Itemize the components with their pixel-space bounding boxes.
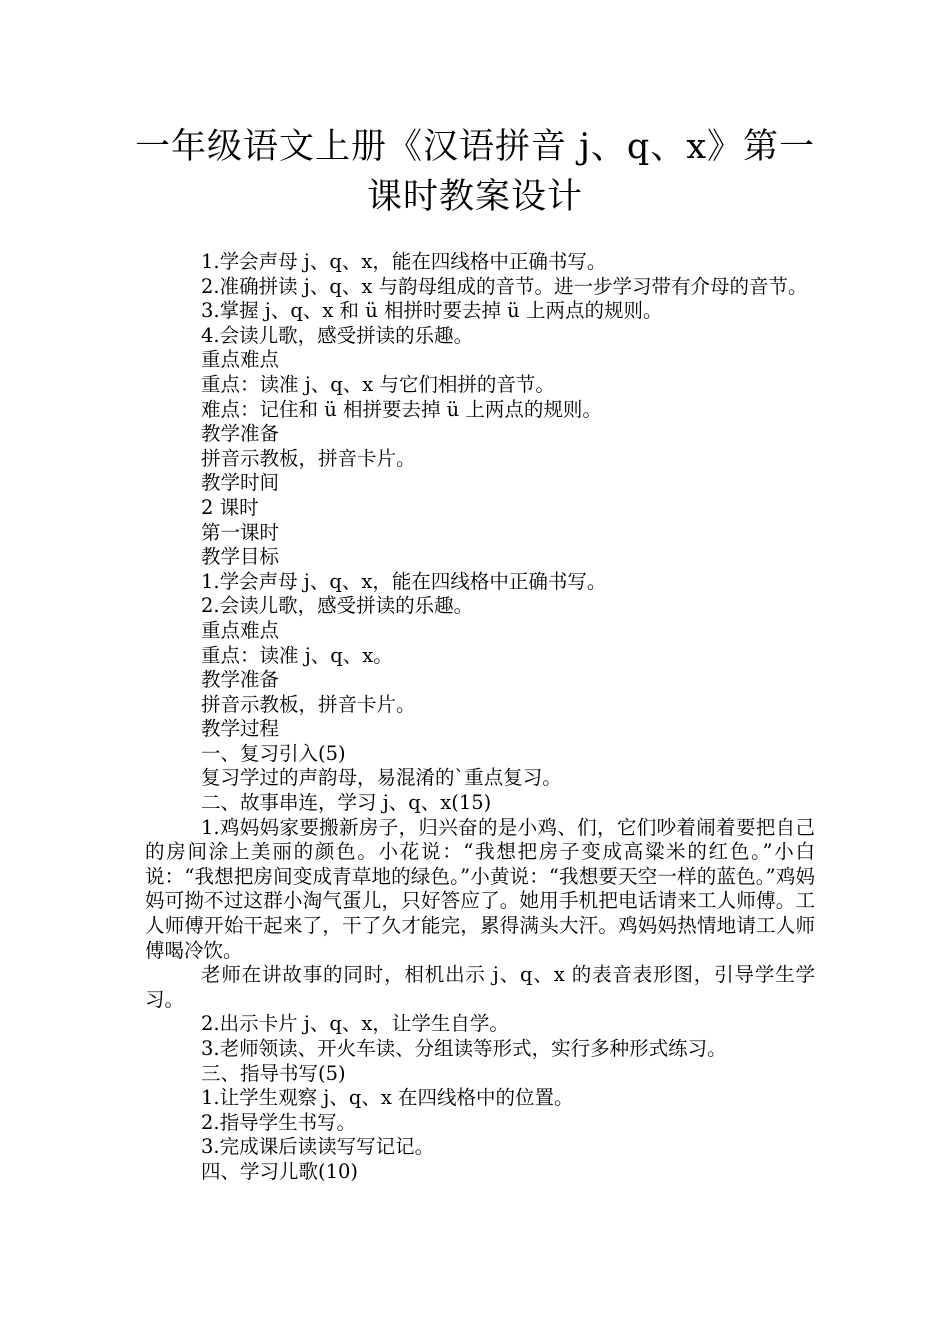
paragraph: 2.会读儿歌，感受拼读的乐趣。 — [201, 594, 474, 618]
paragraph: 1.鸡妈妈家要搬新房子，归兴奋的是小鸡、们，它们吵着闹着要把自己的房间涂上美丽的颜色。小花说：“我想把房子变成高粱米的红色。”小白说：“我想把房间变成青草地的绿色。”小黄说：“我想要天空一样的蓝色。”鸡妈妈可拗不过这群小淘气蛋儿，只好答应了。她用手机把电话请来工人师傅。工人师傅开始干起来了，干了久才能完，累得满头大汗。鸡妈妈热情地请工人师傅喝冷饮。 — [145, 815, 815, 962]
paragraph: 拼音示教板，拼音卡片。 — [201, 692, 416, 716]
paragraph: 教学时间 — [201, 471, 280, 495]
paragraph: 复习学过的声韵母，易混淆的`重点复习。 — [201, 766, 562, 790]
paragraph: 2.准确拼读 j、q、x 与韵母组成的音节。进一步学习带有介母的音节。 — [201, 274, 808, 298]
paragraph: 1.学会声母 j、q、x，能在四线格中正确书写。 — [201, 250, 607, 273]
paragraph: 老师在讲故事的同时，相机出示 j、q、x 的表音表形图，引导学生学习。 — [145, 963, 815, 1011]
paragraph: 重点难点 — [201, 618, 280, 642]
paragraph: 3.完成课后读读写写记记。 — [201, 1135, 435, 1159]
paragraph: 重点难点 — [201, 348, 280, 372]
title-line-2: 课时教案设计 — [366, 177, 583, 217]
paragraph: 3.老师领读、开火车读、分组读等形式，实行多种形式练习。 — [201, 1037, 727, 1060]
paragraph: 重点：读准 j、q、x。 — [201, 643, 393, 667]
paragraph: 教学准备 — [201, 668, 280, 692]
paragraph: 3.掌握 j、q、x 和 ü 相拼时要去掉 ü 上两点的规则。 — [201, 299, 663, 323]
paragraph: 1.让学生观察 j、q、x 在四线格中的位置。 — [201, 1086, 574, 1110]
paragraph: 2.出示卡片 j、q、x，让学生自学。 — [201, 1012, 509, 1036]
document-title — [130, 122, 820, 222]
paragraph: 四、学习儿歌(10) — [201, 1159, 359, 1183]
paragraph: 教学准备 — [201, 422, 280, 446]
paragraph: 第一课时 — [201, 520, 280, 544]
paragraph: 2.指导学生书写。 — [201, 1110, 357, 1134]
paragraph: 1.学会声母 j、q、x，能在四线格中正确书写。 — [201, 569, 607, 593]
paragraph: 二、故事串连，学习 j、q、x(15) — [201, 791, 492, 815]
paragraph: 拼音示教板，拼音卡片。 — [201, 446, 416, 470]
paragraph: 难点：记住和 ü 相拼要去掉 ü 上两点的规则。 — [201, 397, 602, 421]
paragraph: 教学目标 — [201, 545, 280, 569]
paragraph: 三、指导书写(5) — [201, 1061, 346, 1085]
paragraph: 4.会读儿歌，感受拼读的乐趣。 — [201, 323, 474, 347]
paragraph: 教学过程 — [201, 717, 280, 741]
document-body — [145, 250, 815, 1185]
paragraph: 2 课时 — [201, 495, 259, 519]
paragraph: 一、复习引入(5) — [201, 741, 346, 765]
paragraph: 重点：读准 j、q、x 与它们相拼的音节。 — [201, 372, 555, 396]
title-line-1: 一年级语文上册《汉语拼音 j、q、x》第一 — [134, 127, 816, 167]
